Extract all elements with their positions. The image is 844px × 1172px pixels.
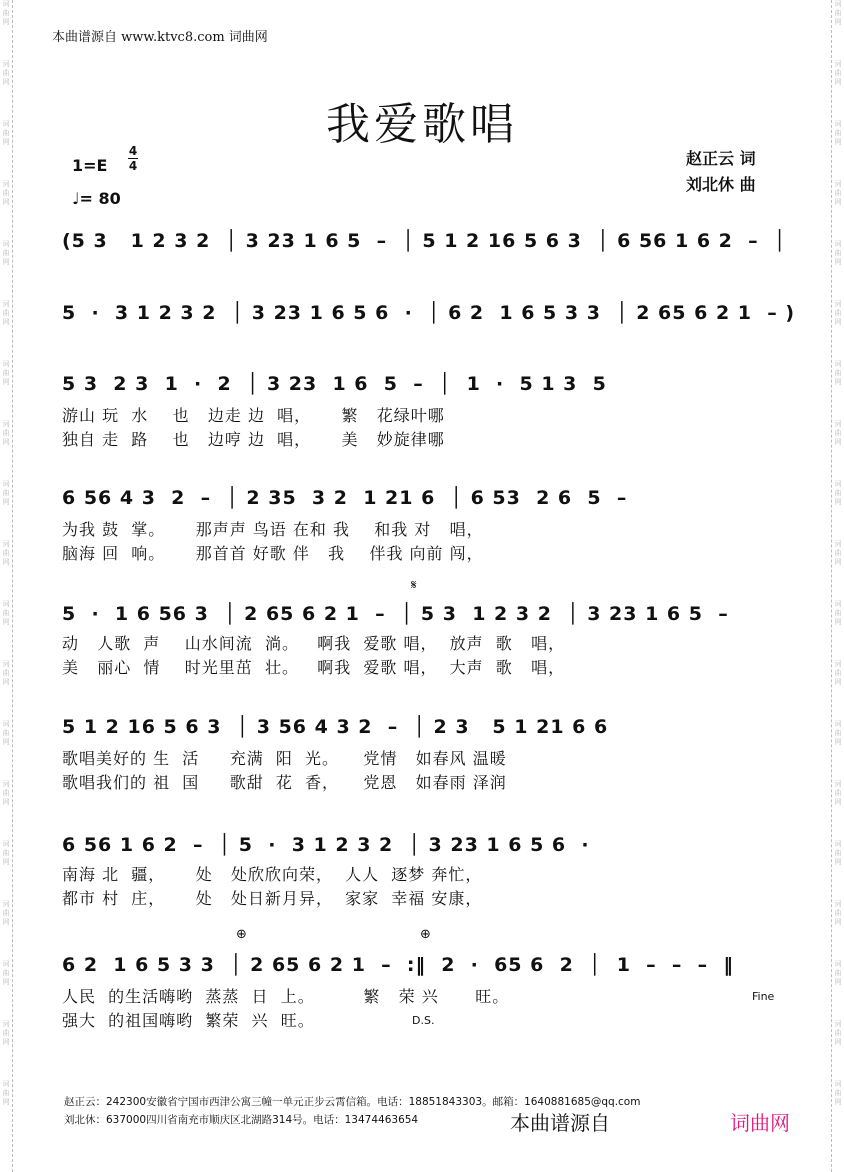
- notation-line: (5 3 1 2 3 2 │ 3 23 1 6 5 – │ 5 1 2 16 5 6 3 │ 6 56 1 6 2 – │: [62, 230, 787, 252]
- source-header: 本曲谱源自 www.ktvc8.com 词曲网: [52, 30, 268, 45]
- page-title: 我爱歌唱: [326, 99, 518, 150]
- coda-sign: ⊕: [236, 927, 247, 942]
- watermark-text: 词 曲 网: [2, 60, 10, 86]
- watermark-text: 词 曲 网: [834, 780, 842, 806]
- watermark-text: 词 曲 网: [2, 600, 10, 626]
- tempo-marking: ♩= 80: [72, 189, 121, 208]
- watermark-text: 词 曲 网: [834, 180, 842, 206]
- footer-contact-composer: 刘北休：637000四川省南充市顺庆区北湖路314号。电话：13474463654: [64, 1114, 419, 1126]
- segno-sign: 𝄋: [411, 578, 417, 593]
- lyric-verse-1: 人民 的生活嗨哟 蒸蒸 日 上。 繁 荣 兴 旺。: [62, 987, 510, 1006]
- left-watermark-strip: [0, 0, 13, 1172]
- watermark-text: 词 曲 网: [2, 720, 10, 746]
- lyricist-credit: 赵正云 词: [686, 149, 756, 168]
- time-signature-bottom: 4: [128, 159, 138, 173]
- watermark-text: 词 曲 网: [2, 0, 10, 26]
- notation-line: 5 3 2 3 1 · 2 │ 3 23 1 6 5 – │ 1 · 5 1 3 5: [62, 373, 607, 395]
- lyric-verse-2: 独自 走 路 也 边哼 边 唱， 美 妙旋律哪: [62, 430, 445, 449]
- notation-line: 6 56 4 3 2 – │ 2 35 3 2 1 21 6 │ 6 53 2 6 5 –: [62, 487, 628, 509]
- notation-line: 6 2 1 6 5 3 3 │ 2 65 6 2 1 – :‖ 2 · 65 6 2 │ 1 – – – ‖: [62, 954, 734, 976]
- lyric-verse-1: 动 人歌 声 山水间流 淌。 啊我 爱歌 唱， 放声 歌 唱，: [62, 634, 566, 653]
- watermark-text: 词 曲 网: [834, 840, 842, 866]
- lyric-verse-2: 脑海 回 响。 那首首 好歌 伴 我 伴我 向前 闯，: [62, 544, 484, 563]
- watermark-text: 词 曲 网: [834, 1080, 842, 1106]
- watermark-text: 词 曲 网: [834, 540, 842, 566]
- fine-marking: Fine: [752, 990, 775, 1003]
- notation-line: 5 1 2 16 5 6 3 │ 3 56 4 3 2 – │ 2 3 5 1 21 6 6: [62, 716, 609, 738]
- lyric-verse-1: 南海 北 疆， 处 处欣欣向荣， 人人 逐梦 奔忙，: [62, 865, 483, 884]
- watermark-text: 词 曲 网: [2, 360, 10, 386]
- lyric-verse-1: 为我 鼓 掌。 那声声 鸟语 在和 我 和我 对 唱，: [62, 520, 484, 539]
- watermark-text: 词 曲 网: [834, 0, 842, 26]
- credits: [686, 146, 756, 198]
- watermark-text: 词 曲 网: [834, 720, 842, 746]
- watermark-text: 词 曲 网: [834, 300, 842, 326]
- watermark-text: 词 曲 网: [834, 960, 842, 986]
- watermark-text: 词 曲 网: [2, 120, 10, 146]
- watermark-text: 词 曲 网: [834, 60, 842, 86]
- watermark-text: 词 曲 网: [834, 480, 842, 506]
- ds-marking: D.S.: [412, 1014, 435, 1027]
- watermark-text: 词 曲 网: [834, 600, 842, 626]
- notation-line: 5 · 3 1 2 3 2 │ 3 23 1 6 5 6 · │ 6 2 1 6 5 3 3 │ 2 65 6 2 1 – ): [62, 302, 796, 324]
- right-watermark-strip: [831, 0, 844, 1172]
- notation-line: 5 · 1 6 56 3 │ 2 65 6 2 1 – │ 5 3 1 2 3 2 │ 3 23 1 6 5 –: [62, 603, 729, 625]
- watermark-text: 词 曲 网: [2, 480, 10, 506]
- lyric-verse-1: 游山 玩 水 也 边走 边 唱， 繁 花绿叶哪: [62, 406, 445, 425]
- watermark-text: 词 曲 网: [834, 900, 842, 926]
- watermark-text: 词 曲 网: [2, 660, 10, 686]
- watermark-text: 词 曲 网: [2, 240, 10, 266]
- watermark-text: 词 曲 网: [2, 300, 10, 326]
- watermark-text: 词 曲 网: [2, 780, 10, 806]
- watermark-text: 词 曲 网: [2, 420, 10, 446]
- lyric-verse-2: 歌唱我们的 祖 国 歌甜 花 香， 党恩 如春雨 泽润: [62, 773, 507, 792]
- key-signature: 1=E: [72, 156, 108, 175]
- watermark-text: 词 曲 网: [2, 540, 10, 566]
- composer-credit: 刘北休 曲: [686, 175, 756, 194]
- coda-sign: ⊕: [420, 927, 431, 942]
- time-signature-top: 4: [128, 144, 138, 158]
- notation-line: 6 56 1 6 2 – │ 5 · 3 1 2 3 2 │ 3 23 1 6 5 6 ·: [62, 834, 590, 856]
- watermark-text: 词 曲 网: [2, 180, 10, 206]
- lyric-verse-2: 美 丽心 情 时光里茁 壮。 啊我 爱歌 唱， 大声 歌 唱，: [62, 658, 566, 677]
- footer-contact-lyricist: 赵正云：242300安徽省宁国市西津公寓三幢一单元正步云霄信箱。电话：18851843303。邮箱：1640881685@qq.com: [64, 1096, 641, 1108]
- watermark-text: 词 曲 网: [2, 840, 10, 866]
- watermark-text: 词 曲 网: [2, 1020, 10, 1046]
- watermark-text: 词 曲 网: [834, 360, 842, 386]
- lyric-verse-1: 歌唱美好的 生 活 充满 阳 光。 党情 如春风 温暖: [62, 749, 507, 768]
- watermark-text: 词 曲 网: [2, 960, 10, 986]
- footer-brand-source: 本曲谱源自: [510, 1111, 610, 1135]
- watermark-text: 词 曲 网: [2, 900, 10, 926]
- footer-brand-site: 词曲网: [730, 1111, 790, 1135]
- watermark-text: 词 曲 网: [834, 120, 842, 146]
- time-signature: [128, 144, 138, 173]
- watermark-text: 词 曲 网: [834, 1020, 842, 1046]
- lyric-verse-2: 都市 村 庄， 处 处日新月异， 家家 幸福 安康，: [62, 889, 483, 908]
- watermark-text: 词 曲 网: [834, 660, 842, 686]
- watermark-text: 词 曲 网: [834, 420, 842, 446]
- watermark-text: 词 曲 网: [2, 1080, 10, 1106]
- lyric-verse-2: 强大 的祖国嗨哟 繁荣 兴 旺。: [62, 1011, 315, 1030]
- watermark-text: 词 曲 网: [834, 240, 842, 266]
